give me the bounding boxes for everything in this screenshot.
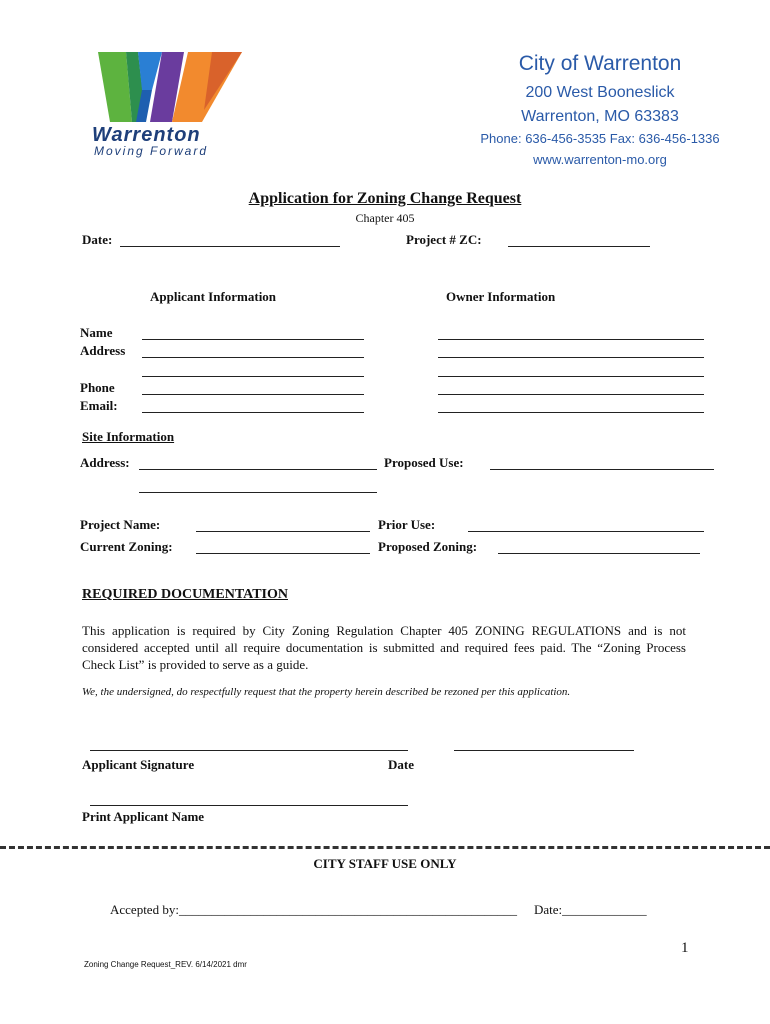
project-name-field[interactable] <box>196 531 370 532</box>
prior-use-field[interactable] <box>468 531 704 532</box>
print-name-label: Print Applicant Name <box>82 809 205 824</box>
email-label: Email: <box>80 398 118 413</box>
site-info-heading: Site Information <box>82 429 175 444</box>
project-name-label: Project Name: <box>80 517 161 532</box>
signature-date-field[interactable] <box>454 750 634 751</box>
print-name-field[interactable] <box>90 805 408 806</box>
owner-address-field-2[interactable] <box>438 376 704 377</box>
applicant-address-field-2[interactable] <box>142 376 364 377</box>
warrenton-w-logo-icon <box>92 50 242 128</box>
staff-date-field[interactable]: Date:_____________ <box>534 902 647 917</box>
current-zoning-field[interactable] <box>196 553 370 554</box>
request-statement: We, the undersigned, do respectfully request that the property herein described be rezoned per this application. <box>82 686 571 698</box>
city-phone-fax: Phone: 636-456-3535 Fax: 636-456-1336 <box>480 131 720 146</box>
site-address-label: Address: <box>80 455 130 470</box>
form-title: Application for Zoning Change Request <box>248 190 522 207</box>
proposed-zoning-field[interactable] <box>498 553 700 554</box>
applicant-signature-label: Applicant Signature <box>82 757 195 772</box>
applicant-phone-field[interactable] <box>142 394 364 395</box>
city-logo <box>92 50 242 160</box>
owner-address-field[interactable] <box>438 357 704 358</box>
site-address-field[interactable] <box>139 469 377 470</box>
applicant-name-field[interactable] <box>142 339 364 340</box>
proposed-use-label: Proposed Use: <box>384 455 464 470</box>
prior-use-label: Prior Use: <box>378 517 436 532</box>
proposed-zoning-label: Proposed Zoning: <box>378 539 478 554</box>
city-address-line1: 200 West Booneslick <box>525 84 675 101</box>
city-website[interactable]: www.warrenton-mo.org <box>533 152 667 167</box>
current-zoning-label: Current Zoning: <box>80 539 173 554</box>
proposed-use-field[interactable] <box>490 469 714 470</box>
footer-revision: Zoning Change Request_REV. 6/14/2021 dmr <box>84 960 247 969</box>
owner-phone-field[interactable] <box>438 394 704 395</box>
phone-label: Phone <box>80 380 115 395</box>
required-doc-text: This application is required by City Zoning Regulation Chapter 405 ZONING REGULATIONS and is not considered accepted until all require documentation is submitted and required fees paid. The “Zoning Process Check List” is provided to serve as a guide. <box>82 623 686 672</box>
city-address-line2: Warrenton, MO 63383 <box>521 108 679 125</box>
applicant-signature-field[interactable] <box>90 750 408 751</box>
name-label: Name <box>80 325 113 340</box>
logo-tagline: Moving Forward <box>94 144 209 158</box>
applicant-email-field[interactable] <box>142 412 364 413</box>
owner-name-field[interactable] <box>438 339 704 340</box>
address-label: Address <box>80 343 126 358</box>
accepted-by-field[interactable]: Accepted by:____________________________________________________ <box>110 902 517 917</box>
owner-email-field[interactable] <box>438 412 704 413</box>
owner-info-heading: Owner Information <box>446 289 556 304</box>
staff-use-heading: CITY STAFF USE ONLY <box>313 856 457 871</box>
city-name: City of Warrenton <box>518 52 682 75</box>
page-number: 1 <box>681 940 689 956</box>
logo-name: Warrenton <box>92 124 201 146</box>
form-subtitle: Chapter 405 <box>355 211 415 225</box>
signature-date-label: Date <box>388 757 414 772</box>
project-zc-label: Project # ZC: <box>406 232 482 247</box>
date-field[interactable] <box>120 246 340 247</box>
applicant-address-field[interactable] <box>142 357 364 358</box>
staff-divider <box>0 846 770 849</box>
date-label: Date: <box>82 232 113 247</box>
required-doc-heading: REQUIRED DOCUMENTATION <box>82 587 288 602</box>
site-address-field-2[interactable] <box>139 492 377 493</box>
project-zc-field[interactable] <box>508 246 650 247</box>
applicant-info-heading: Applicant Information <box>150 289 277 304</box>
